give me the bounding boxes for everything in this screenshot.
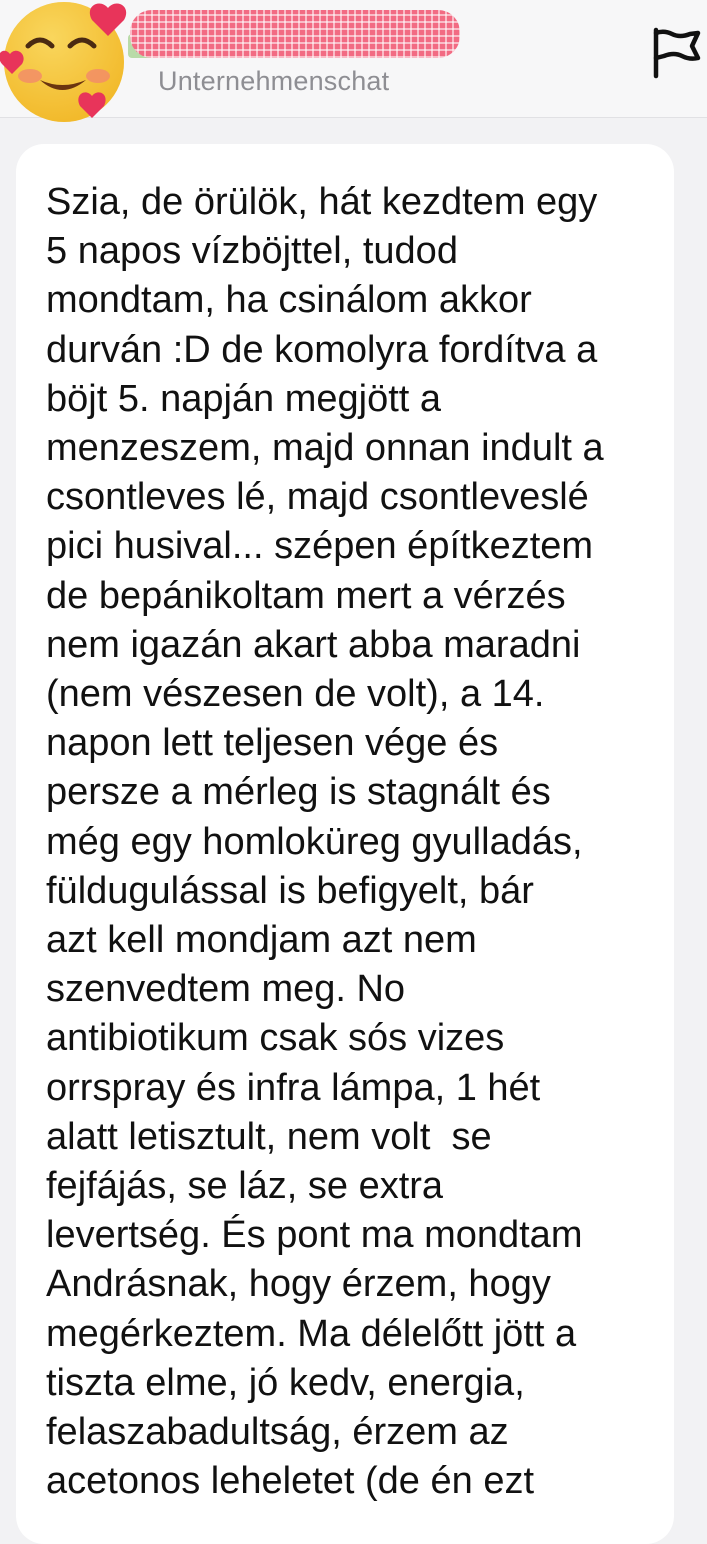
message-text: Szia, de örülök, hát kezdtem egy 5 napos vízböjttel, tudod mondtam, ha csinálom akkor durván :D de komolyra fordítva a böjt 5. napján megjött a menzeszem, majd onnan indult a csontleves lé, majd csontleveslé pici husival... szépen építkeztem de bepánikoltam mert a vérzés nem igazán akart abba maradni (nem vészesen de volt), a 14. napon lett teljesen vége és persze a mérleg is stagnált és még egy homloküreg gyulladás, füldugulással is befigyelt, bár azt kell mondjam azt nem szenvedtem meg. No antibiotikum csak sós vizes orrspray és infra lámpa, 1 hét alatt letisztult, nem volt se fejfájás, se láz, se extra levertség. És pont ma mondtam Andrásnak, hogy érzem, hogy megérkeztem. Ma délelőtt jött a tiszta elme, jó kedv, energia, felaszabadultság, érzem az acetonos leheletet (de én ezt <box>46 181 604 1503</box>
chat-header <box>0 0 707 118</box>
chat-subtitle: Unternehmenschat <box>158 66 390 96</box>
contact-name-redacted[interactable] <box>130 10 460 58</box>
report-flag-icon[interactable] <box>650 26 706 80</box>
smiling-face-with-hearts-icon[interactable] <box>0 0 134 130</box>
